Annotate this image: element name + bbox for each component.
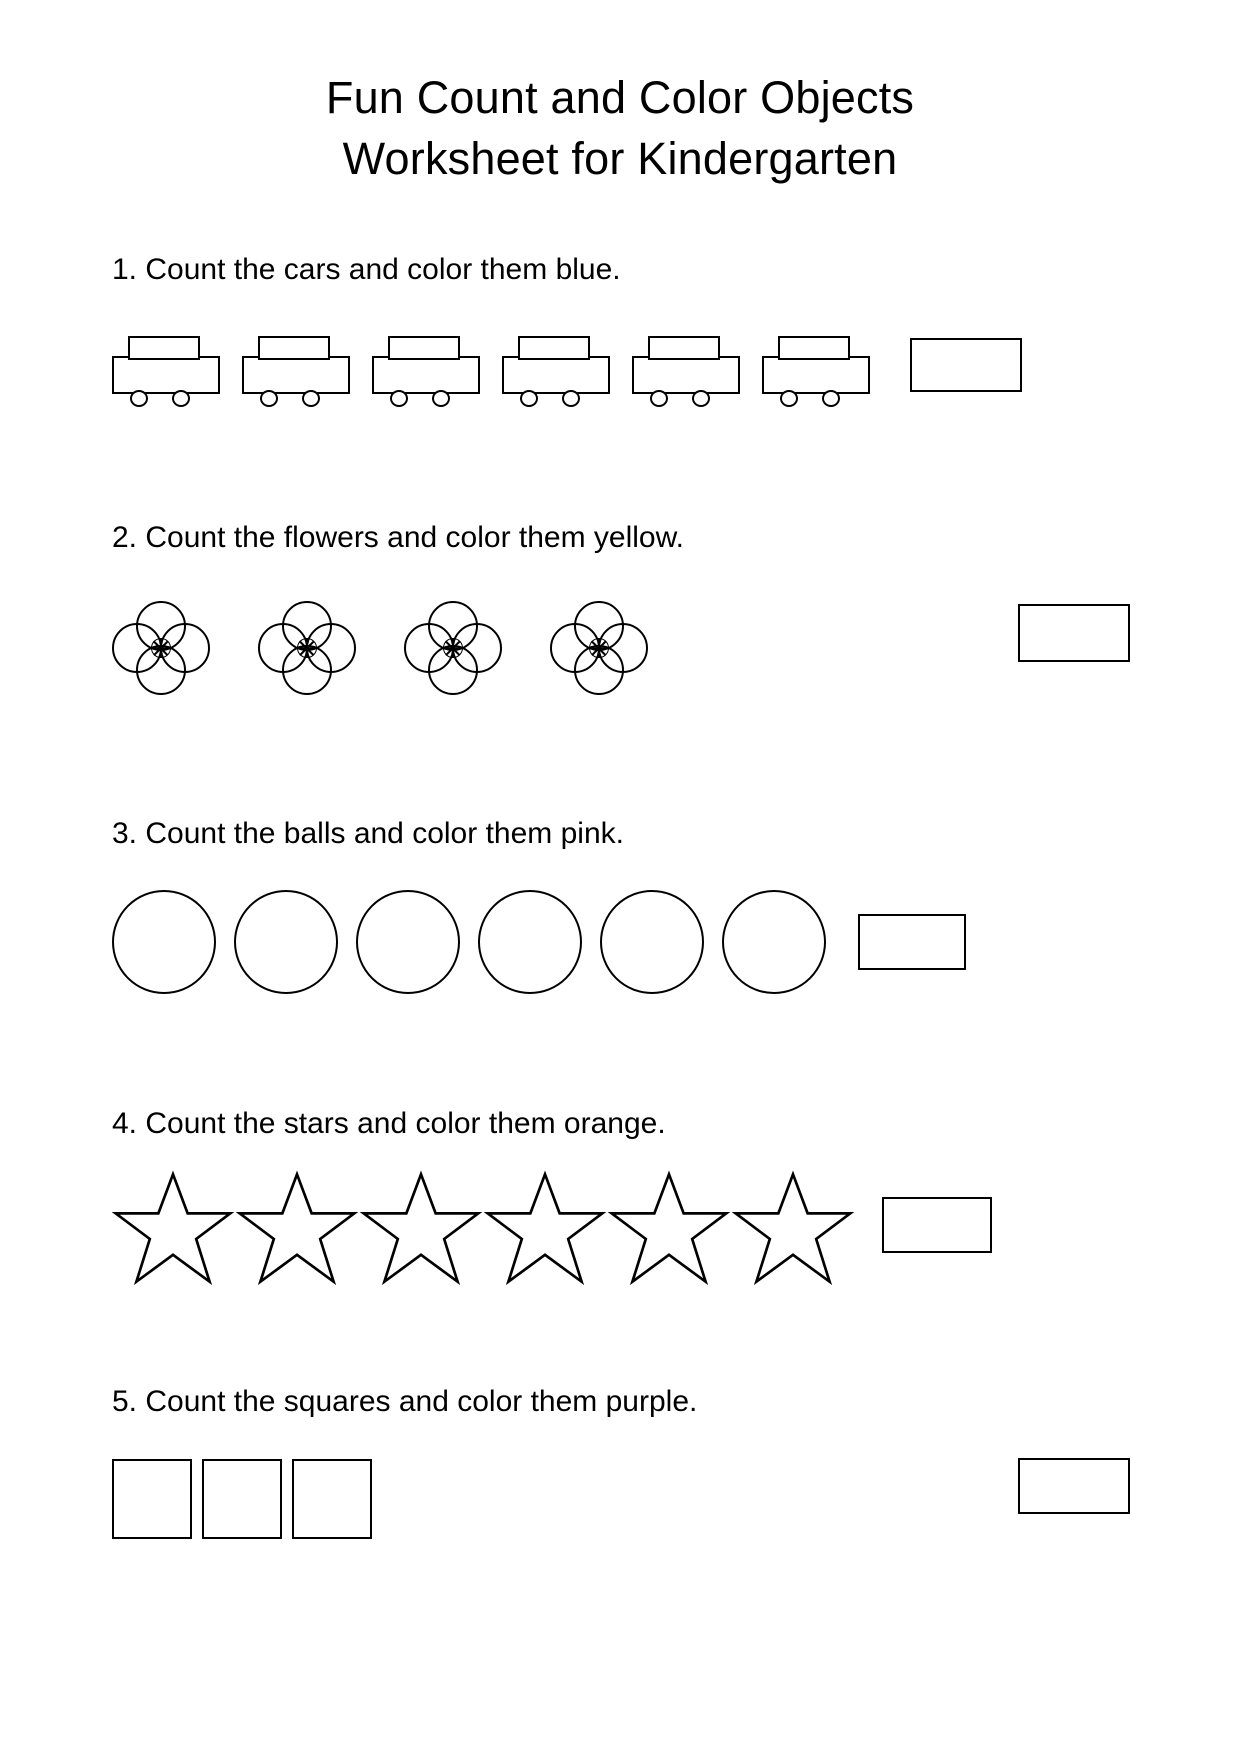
section-stars [0, 1106, 1240, 1288]
flower-icon [550, 601, 648, 697]
flower-center [589, 638, 609, 658]
answer-box-balls[interactable] [858, 914, 966, 970]
flower-icon [112, 601, 210, 697]
ball-icon [600, 890, 704, 994]
flower-center [297, 638, 317, 658]
car-icon [632, 332, 742, 410]
car-roof [258, 336, 330, 360]
star-icon [484, 1169, 606, 1287]
car-wheel [780, 390, 798, 407]
section-cars [0, 252, 1240, 416]
section-squares [0, 1384, 1240, 1544]
car-wheel [390, 390, 408, 407]
car-wheel [302, 390, 320, 407]
car-wheel [650, 390, 668, 407]
car-icon [502, 332, 612, 410]
answer-box-stars[interactable] [882, 1197, 992, 1253]
car-body [502, 356, 610, 394]
objects-row-flowers [112, 594, 1180, 704]
square-group [112, 1459, 382, 1539]
answer-box-flowers[interactable] [1018, 604, 1130, 662]
ball-icon [478, 890, 582, 994]
car-group [112, 332, 892, 410]
objects-row-stars [112, 1168, 1180, 1288]
car-roof [648, 336, 720, 360]
star-group [112, 1169, 856, 1287]
answer-box-cars[interactable] [910, 338, 1022, 392]
flower-center [443, 638, 463, 658]
square-icon [202, 1459, 282, 1539]
objects-row-squares [112, 1454, 1180, 1544]
flower-center [151, 638, 171, 658]
flower-icon [404, 601, 502, 697]
car-wheel [822, 390, 840, 407]
ball-icon [234, 890, 338, 994]
title-line-2: Worksheet for Kindergarten [342, 132, 898, 184]
car-wheel [562, 390, 580, 407]
ball-icon [722, 890, 826, 994]
flower-group [112, 601, 696, 697]
car-icon [372, 332, 482, 410]
page-title [0, 0, 1240, 190]
square-icon [292, 1459, 372, 1539]
star-icon [732, 1169, 854, 1287]
car-wheel [520, 390, 538, 407]
car-icon [762, 332, 872, 410]
ball-group [112, 890, 844, 994]
ball-icon [356, 890, 460, 994]
car-roof [518, 336, 590, 360]
title-line-1: Fun Count and Color Objects [325, 72, 915, 123]
prompt-balls: 3. Count the balls and color them pink. [112, 816, 624, 850]
car-body [242, 356, 350, 394]
prompt-cars: 1. Count the cars and color them blue. [112, 252, 621, 286]
car-roof [388, 336, 460, 360]
star-icon [236, 1169, 358, 1287]
car-icon [112, 332, 222, 410]
prompt-flowers: 2. Count the flowers and color them yellow. [112, 520, 684, 554]
prompt-squares: 5. Count the squares and color them purple. [112, 1384, 698, 1418]
section-balls [0, 816, 1240, 998]
car-roof [778, 336, 850, 360]
car-wheel [692, 390, 710, 407]
car-icon [242, 332, 352, 410]
prompt-stars: 4. Count the stars and color them orange. [112, 1106, 666, 1140]
car-roof [128, 336, 200, 360]
car-wheel [172, 390, 190, 407]
car-wheel [260, 390, 278, 407]
star-icon [608, 1169, 730, 1287]
star-icon [360, 1169, 482, 1287]
objects-row-balls [112, 886, 1180, 998]
car-body [762, 356, 870, 394]
flower-icon [258, 601, 356, 697]
objects-row-cars [112, 326, 1180, 416]
section-flowers [0, 520, 1240, 704]
car-wheel [130, 390, 148, 407]
car-body [112, 356, 220, 394]
ball-icon [112, 890, 216, 994]
star-icon [112, 1169, 234, 1287]
answer-box-squares[interactable] [1018, 1458, 1130, 1514]
square-icon [112, 1459, 192, 1539]
car-wheel [432, 390, 450, 407]
car-body [632, 356, 740, 394]
car-body [372, 356, 480, 394]
